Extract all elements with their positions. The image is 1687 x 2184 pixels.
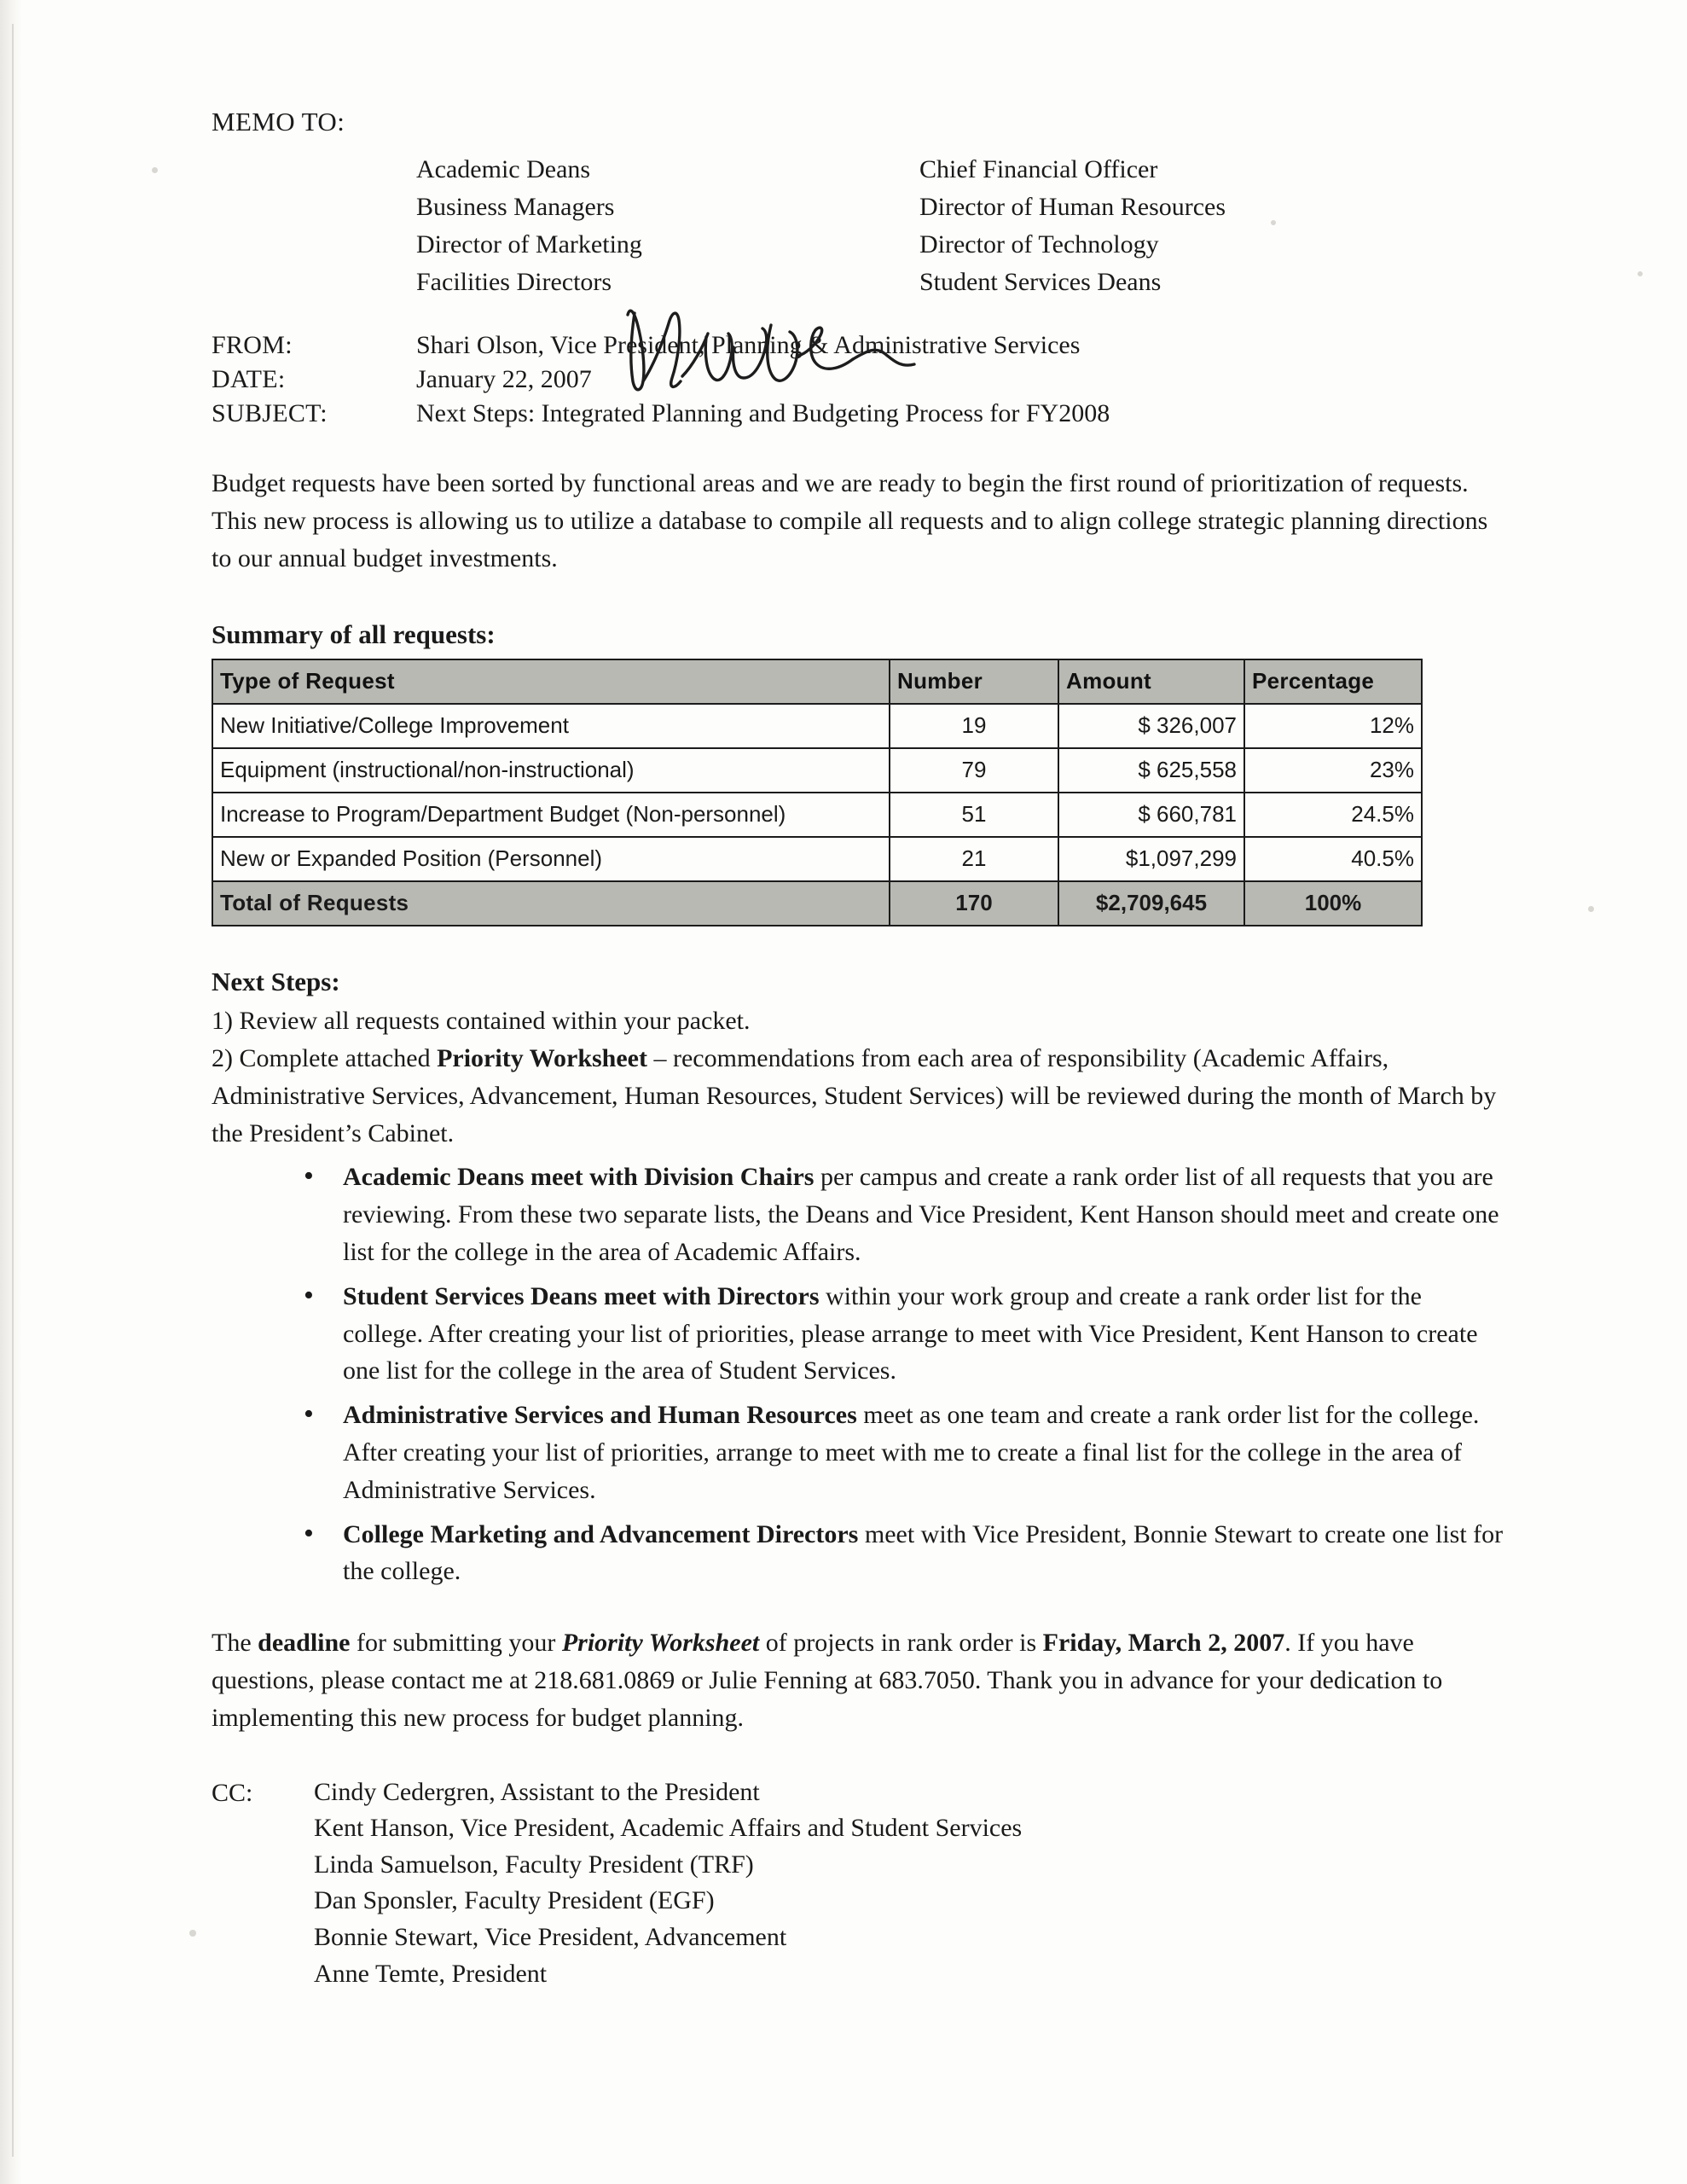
- cell-type: New or Expanded Position (Personnel): [212, 837, 890, 881]
- table-row: [212, 837, 1422, 881]
- bullet-text: meet as one team and create a rank order list for the college. After creating your list of priorities, arrange to meet with me to create a final list for the college in the area of Administrative Services.: [343, 1401, 1480, 1504]
- table-row: [212, 704, 1422, 748]
- date-row: [212, 363, 1508, 397]
- recipient-left: Director of Marketing: [416, 230, 642, 259]
- recipient-right: Chief Financial Officer: [919, 155, 1158, 184]
- memo-to-label: MEMO TO:: [212, 107, 345, 136]
- step-2-rest: – recommendations from each area of responsibility (Academic Affairs, Administrative Services, Advancement, Human Resources, Student Services) will be reviewed during the month of March by the President’s Cabinet.: [212, 1044, 1497, 1147]
- step-2: [212, 1040, 1508, 1152]
- from-label: FROM:: [212, 330, 293, 359]
- cc-recipients: [314, 1774, 1508, 1993]
- total-number: 170: [890, 881, 1058, 926]
- date-label: DATE:: [212, 365, 286, 393]
- cell-amount: $1,097,299: [1058, 837, 1244, 881]
- subject-row: [212, 397, 1508, 431]
- cell-percentage: 23%: [1244, 748, 1422, 793]
- bullet-bold: Administrative Services and Human Resources: [343, 1401, 857, 1430]
- scan-artifact-line: [12, 24, 14, 2157]
- recipient-right: Director of Human Resources: [919, 193, 1226, 222]
- intro-text: Budget requests have been sorted by functional areas and we are ready to begin the first round of prioritization of requests. This new process is allowing us to utilize a database to compile all requests and to align college strategic planning directions to our annual budget investments.: [212, 469, 1488, 572]
- memo-body: [212, 102, 1508, 1992]
- deadline-word: deadline: [258, 1629, 351, 1658]
- bullet-text: per campus and create a rank order list of all requests that you are reviewing. From these two separate lists, the Deans and Vice President, Kent Hanson should meet and create one list for the college in the area of Academic Affairs.: [343, 1163, 1499, 1267]
- recipient-right: Student Services Deans: [919, 267, 1162, 296]
- cc-item: Bonnie Stewart, Vice President, Advancement: [314, 1922, 787, 1951]
- recipient-left: Academic Deans: [416, 155, 591, 184]
- cell-number: 21: [890, 837, 1058, 881]
- scan-speck: [1588, 906, 1594, 912]
- closing-paragraph: [212, 1624, 1508, 1736]
- next-steps-title: Next Steps:: [212, 967, 340, 997]
- list-item: [304, 1159, 1508, 1270]
- intro-paragraph: [212, 465, 1508, 577]
- cc-item: Anne Temte, President: [314, 1959, 548, 1988]
- table-row: [212, 793, 1422, 837]
- cell-type: Increase to Program/Department Budget (Non-personnel): [212, 793, 890, 837]
- bullet-text: meet with Vice President, Bonnie Stewart to create one list for the college.: [343, 1519, 1504, 1586]
- cc-label: CC:: [212, 1778, 253, 1807]
- table-total-row: [212, 881, 1422, 926]
- list-item: [304, 1278, 1508, 1390]
- list-item: [304, 1516, 1508, 1591]
- responsibility-bullets: [212, 1159, 1508, 1590]
- step-1: 1) Review all requests contained within your packet.: [212, 1007, 751, 1036]
- recipient-right: Director of Technology: [919, 230, 1159, 259]
- cc-item: Dan Sponsler, Faculty President (EGF): [314, 1886, 715, 1915]
- scan-speck: [189, 1930, 196, 1937]
- header-amount: Amount: [1058, 659, 1244, 704]
- total-label: Total of Requests: [212, 881, 890, 926]
- step-2-prefix: 2) Complete attached: [212, 1044, 438, 1073]
- bullet-bold: Academic Deans meet with Division Chairs: [343, 1163, 815, 1192]
- cell-percentage: 40.5%: [1244, 837, 1422, 881]
- recipient-left: Business Managers: [416, 193, 615, 222]
- list-item: [304, 1397, 1508, 1508]
- closing-part3: of projects in rank order is: [759, 1629, 1043, 1658]
- cell-amount: $ 625,558: [1058, 748, 1244, 793]
- closing-part4: . If you have questions, please contact me at 218.681.0869 or Julie Fenning at 683.7050. Thank you in advance for your dedication to implementing this new process for budget planning.: [212, 1629, 1443, 1732]
- next-steps-list: [212, 1002, 1508, 1152]
- table-row: [212, 748, 1422, 793]
- cc-block: [212, 1774, 1508, 1993]
- date-value: January 22, 2007: [416, 365, 592, 393]
- cell-percentage: 24.5%: [1244, 793, 1422, 837]
- summary-title: Summary of all requests:: [212, 619, 496, 649]
- cell-amount: $ 326,007: [1058, 704, 1244, 748]
- cell-percentage: 12%: [1244, 704, 1422, 748]
- subject-label: SUBJECT:: [212, 399, 328, 428]
- scan-speck: [152, 167, 158, 173]
- cell-number: 19: [890, 704, 1058, 748]
- recipients-grid: [416, 153, 1508, 299]
- cell-type: Equipment (instructional/non-instructional): [212, 748, 890, 793]
- recipient-left: Facilities Directors: [416, 267, 612, 296]
- bullet-bold: Student Services Deans meet with Directors: [343, 1281, 820, 1310]
- from-value: Shari Olson, Vice President, Planning & Administrative Services: [416, 330, 1081, 359]
- cell-type: New Initiative/College Improvement: [212, 704, 890, 748]
- cc-item: Cindy Cedergren, Assistant to the President: [314, 1777, 760, 1806]
- closing-part2: for submitting your: [350, 1629, 562, 1658]
- subject-value: Next Steps: Integrated Planning and Budgeting Process for FY2008: [416, 399, 1110, 428]
- total-amount: $2,709,645: [1058, 881, 1244, 926]
- closing-part1: The: [212, 1629, 258, 1658]
- cell-number: 51: [890, 793, 1058, 837]
- header-number: Number: [890, 659, 1058, 704]
- priority-worksheet-italic: Priority Worksheet: [561, 1629, 760, 1658]
- total-percentage: 100%: [1244, 881, 1422, 926]
- scan-speck: [1638, 271, 1643, 276]
- cc-item: Kent Hanson, Vice President, Academic Affairs and Student Services: [314, 1814, 1023, 1843]
- header-percentage: Percentage: [1244, 659, 1422, 704]
- memo-fields: [212, 328, 1508, 432]
- cell-number: 79: [890, 748, 1058, 793]
- cc-item: Linda Samuelson, Faculty President (TRF): [314, 1850, 754, 1879]
- table-header-row: [212, 659, 1422, 704]
- step-2-bold: Priority Worksheet: [437, 1044, 647, 1073]
- from-row: [212, 328, 1508, 363]
- bullet-bold: College Marketing and Advancement Directors: [343, 1519, 859, 1548]
- deadline-date: Friday, March 2, 2007: [1042, 1629, 1285, 1658]
- header-type: Type of Request: [212, 659, 890, 704]
- bullet-text: within your work group and create a rank order list for the college. After creating your list of priorities, please arrange to meet with Vice President, Kent Hanson to create one list for the college in the area of Student Services.: [343, 1281, 1478, 1385]
- closing-text: [212, 1624, 1508, 1736]
- scan-edge-shadow: [0, 0, 22, 2184]
- summary-table: [212, 659, 1423, 926]
- cell-amount: $ 660,781: [1058, 793, 1244, 837]
